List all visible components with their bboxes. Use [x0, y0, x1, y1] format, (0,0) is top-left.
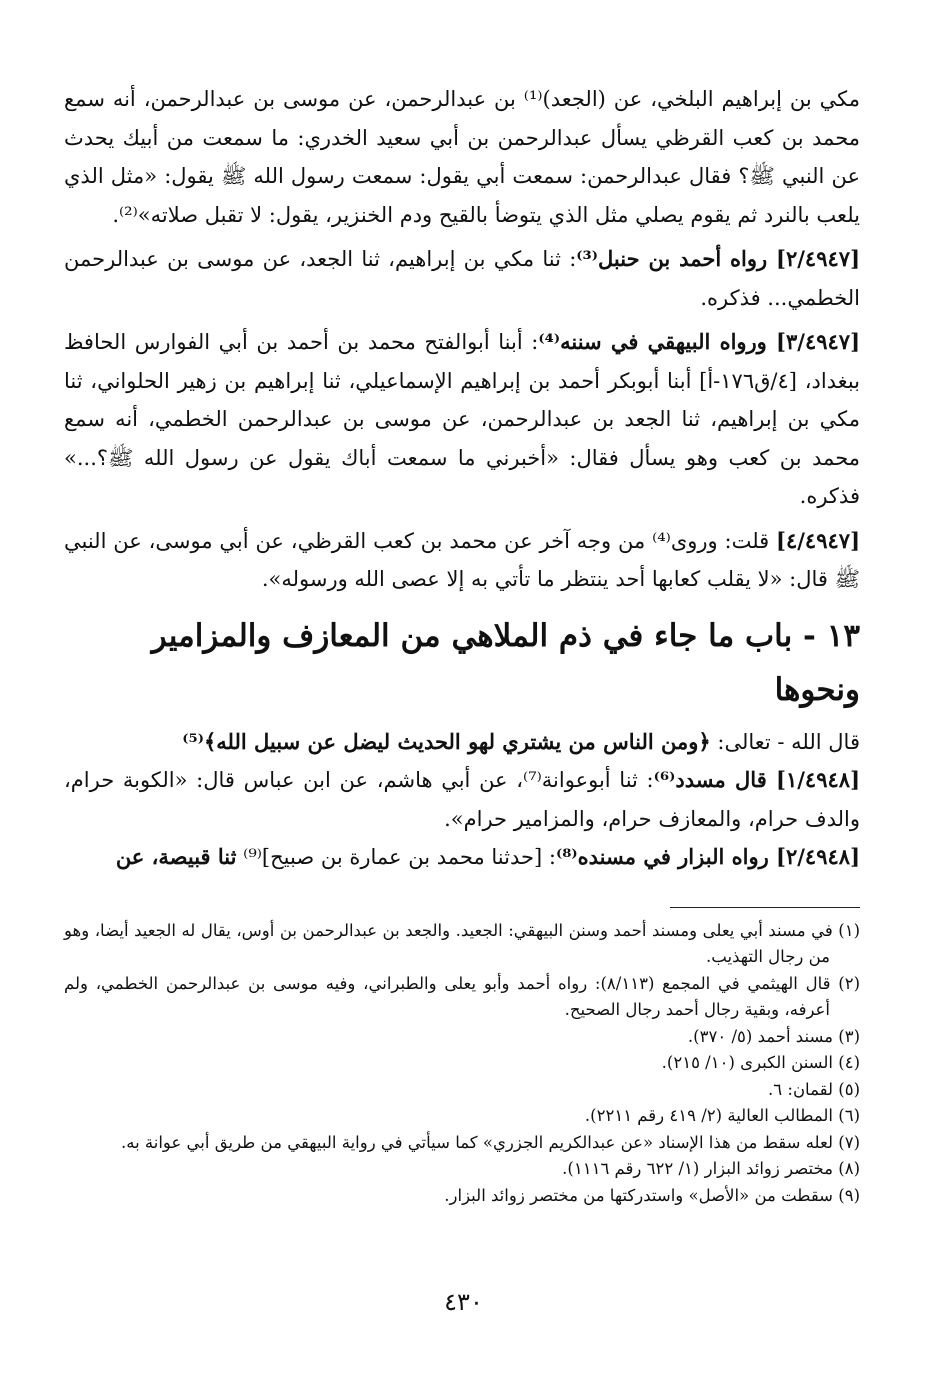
hadith-ref-heading: [٤/٤٩٤٧] [776, 527, 860, 553]
footnote: (٨) مختصر زوائد البزار (١/ ٦٢٢ رقم ١١١٦). [562, 1159, 860, 1178]
footnotes-list [64, 918, 860, 1210]
verse-intro: قال الله - تعالى: [710, 729, 860, 754]
hadith-ref-heading: [٢/٤٩٤٨] رواه البزار في مسنده⁽⁸⁾ [555, 844, 860, 869]
footnote: (٥) لقمان: ٦. [768, 1079, 860, 1099]
paragraph-hadith-text [64, 80, 860, 234]
hadith-ref-heading: [١/٤٩٤٨] قال مسدد⁽⁶⁾ [653, 767, 860, 792]
paragraph-4947-3 [64, 323, 860, 516]
hadith-ref-text: : ثنا أبوعوانة⁽⁷⁾، عن أبي هاشم، عن ابن عباس قال: «الكوبة حرام، والدف حرام، والمعازف حرام، والمزامير حرام». [64, 768, 860, 831]
paragraph-4948-1 [64, 761, 860, 838]
hadith-ref-heading: [٢/٤٩٤٧] رواه أحمد بن حنبل⁽³⁾ [576, 246, 860, 271]
chapter-heading: ١٣ - باب ما جاء في ذم الملاهي من المعازف والمزامير ونحوها [151, 617, 860, 708]
hadith-ref-heading: [٣/٤٩٤٧] ورواه البيهقي في سننه⁽⁴⁾ [538, 329, 861, 354]
footnote: (٧) لعله سقط من هذا الإسناد «عن عبدالكريم الجزري» كما سيأتي في رواية البيهقي من طريق أبي عوانة به. [120, 1132, 860, 1152]
footnote-divider [670, 907, 860, 908]
quran-verse: ﴿ومن الناس من يشتري لهو الحديث ليضل عن سبيل الله﴾⁽⁵⁾ [182, 728, 711, 754]
footnote: (٣) مسند أحمد (٥/ ٣٧٠). [687, 1026, 860, 1046]
hadith-ref-text: : [حدثنا محمد بن عمارة بن صبيح]⁽⁹⁾ [236, 845, 556, 869]
hadith-ref-tail: ثنا قبيصة، عن [115, 844, 237, 869]
hadith-text: مكي بن إبراهيم البلخي، عن (الجعد)⁽¹⁾ بن عبدالرحمن، عن موسى بن عبدالرحمن، أنه سمع محمد بن كعب القرظي يسأل عبدالرحمن بن أبي سعيد الخدري: ما سمعت من أبيك يحدث عن النبي ﷺ؟ فقال عبدالرحمن: سمعت أبي يقول: سمعت رسول الله ﷺ يقول: «مثل الذي يلعب بالنرد ثم يقوم يصلي مثل الذي يتوضأ بالقيح ودم الخنزير، يقول: لا تقبل صلاته»⁽²⁾. [64, 87, 861, 227]
footnote: (٤) السنن الكبرى (١٠/ ٢١٥). [661, 1053, 860, 1072]
paragraph-4948-2 [64, 838, 860, 877]
hadith-ref-text: قلت: وروى⁽⁴⁾ من وجه آخر عن محمد بن كعب القرظي، عن أبي موسى، عن النبي ﷺ قال: «لا يقلب كعابها أحد ينتظر ما تأتي به إلا عصى الله ورسوله». [64, 528, 860, 591]
footnote: (٢) قال الهيثمي في المجمع (٨/١١٣): رواه أحمد وأبو يعلى والطبراني، وفيه موسى بن عبدالرحمن الخطمي، ولم أعرفه، وبقية رجال أحمد رجال الصحيح. [64, 973, 860, 1019]
page-number: ٤٣٠ [444, 1288, 483, 1316]
paragraph-4947-2 [64, 240, 860, 317]
hadith-ref-text: : ثنا مكي بن إبراهيم، ثنا الجعد، عن موسى بن عبدالرحمن الخطمي... فذكره. [64, 247, 860, 310]
hadith-ref-text: : أبنا أبوالفتح محمد بن أحمد بن أبي الفوارس الحافظ ببغداد، [٤/ق١٧٦-أ] أبنا أبوبكر أحمد بن إبراهيم الإسماعيلي، ثنا إبراهيم بن زهير الحلواني، ثنا مكي بن إبراهيم، ثنا الجعد بن عبدالرحمن، عن موسى بن عبدالرحمن الخطمي، أنه سمع محمد بن كعب وهو يسأل فقال: «أخبرني ما سمعت أباك يقول عن رسول الله ﷺ؟...» فذكره. [64, 330, 860, 508]
paragraph-4947-4 [64, 522, 860, 599]
footnote: (٩) سقطت من «الأصل» واستدركتها من مختصر زوائد البزار. [444, 1185, 860, 1205]
footnote: (٦) المطالب العالية (٢/ ٤١٩ رقم ٢٢١١). [584, 1106, 860, 1125]
footnote: (١) في مسند أبي يعلى ومسند أحمد وسنن البيهقي: الجعيد. والجعد بن عبدالرحمن بن أوس، يقال له الجعيد أيضا، وهو من رجال التهذيب. [64, 920, 860, 966]
paragraph-verse [64, 723, 860, 762]
